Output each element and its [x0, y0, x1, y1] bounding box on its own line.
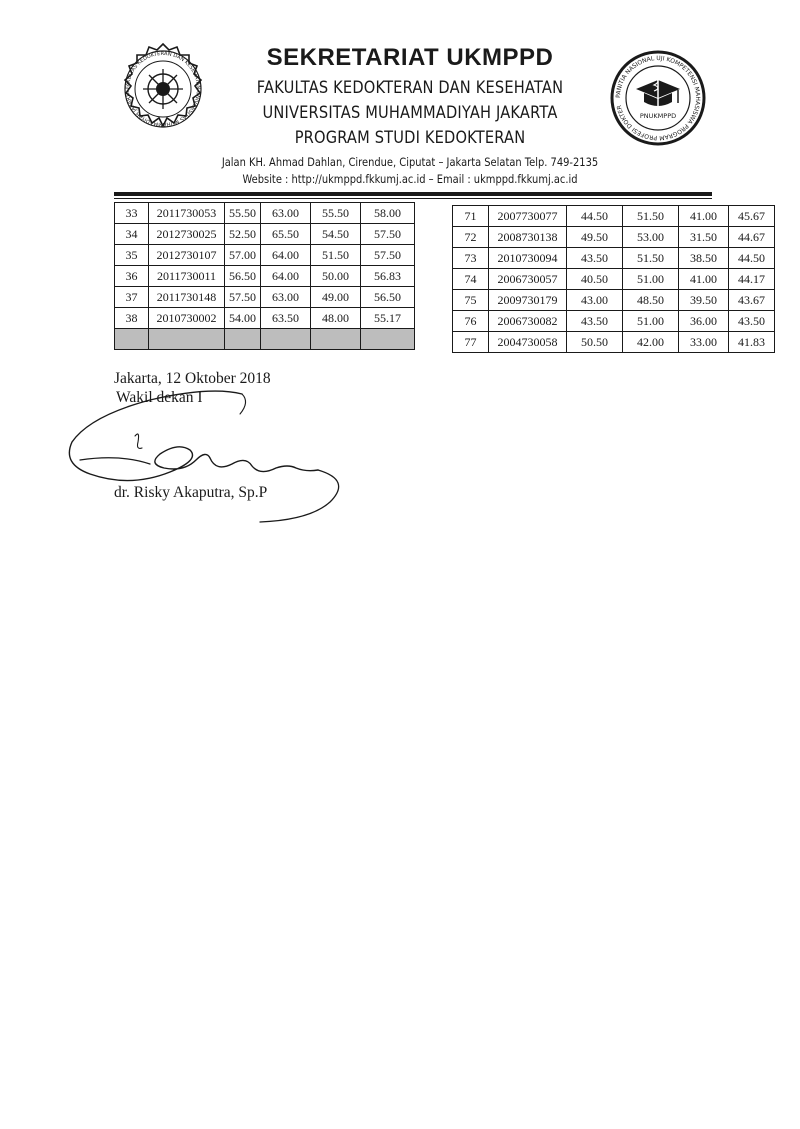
- average-cell: 43.50: [729, 311, 775, 332]
- score-table-right: [452, 205, 775, 353]
- score-cell: 52.50: [225, 224, 261, 245]
- score-cell: 64.00: [261, 245, 311, 266]
- row-number: 77: [453, 332, 489, 353]
- table-row: [453, 206, 775, 227]
- letterhead-title: SEKRETARIAT UKMPPD: [266, 44, 554, 71]
- table-row: [115, 245, 415, 266]
- average-cell: 57.50: [361, 245, 415, 266]
- score-cell: 43.50: [567, 311, 623, 332]
- row-number: 36: [115, 266, 149, 287]
- pnukmppd-emblem-icon: [610, 50, 706, 146]
- average-cell: 41.83: [729, 332, 775, 353]
- score-cell: 42.00: [623, 332, 679, 353]
- average-cell: 58.00: [361, 203, 415, 224]
- signatory-name: dr. Risky Akaputra, Sp.P: [114, 484, 268, 501]
- empty-cell: [225, 329, 261, 350]
- average-cell: 56.83: [361, 266, 415, 287]
- letterhead-address: Jalan KH. Ahmad Dahlan, Cirendue, Ciputat – Jakarta Selatan Telp. 749-2135: [221, 155, 599, 169]
- table-row: [115, 203, 415, 224]
- score-cell: 43.00: [567, 290, 623, 311]
- score-cell: 57.00: [225, 245, 261, 266]
- student-id: 2009730179: [489, 290, 567, 311]
- score-cell: 49.00: [311, 287, 361, 308]
- empty-cell: [149, 329, 225, 350]
- average-cell: 44.50: [729, 248, 775, 269]
- signature-place-date: Jakarta, 12 Oktober 2018: [114, 370, 271, 387]
- score-cell: 64.00: [261, 266, 311, 287]
- letterhead-website: Website : http://ukmppd.fkkumj.ac.id – Email : ukmppd.fkkumj.ac.id: [242, 172, 578, 186]
- table-row: [453, 311, 775, 332]
- letterhead-university: UNIVERSITAS MUHAMMADIYAH JAKARTA: [262, 103, 558, 123]
- score-cell: 63.00: [261, 287, 311, 308]
- score-cell: 39.50: [679, 290, 729, 311]
- score-cell: 50.00: [311, 266, 361, 287]
- score-cell: 48.00: [311, 308, 361, 329]
- score-cell: 57.50: [225, 287, 261, 308]
- row-number: 75: [453, 290, 489, 311]
- score-cell: 41.00: [679, 206, 729, 227]
- average-cell: 45.67: [729, 206, 775, 227]
- table-row: [453, 227, 775, 248]
- average-cell: 56.50: [361, 287, 415, 308]
- row-number: 76: [453, 311, 489, 332]
- empty-cell: [311, 329, 361, 350]
- row-number: 37: [115, 287, 149, 308]
- table-row-empty: [115, 329, 415, 350]
- student-id: 2011730148: [149, 287, 225, 308]
- score-cell: 56.50: [225, 266, 261, 287]
- average-cell: 44.17: [729, 269, 775, 290]
- row-number: 38: [115, 308, 149, 329]
- letterhead-rule-thick: [114, 192, 712, 196]
- student-id: 2007730077: [489, 206, 567, 227]
- score-cell: 36.00: [679, 311, 729, 332]
- average-cell: 55.17: [361, 308, 415, 329]
- average-cell: 43.67: [729, 290, 775, 311]
- svg-text:PANITIA NASIONAL UJI KOMPETENS: PANITIA NASIONAL UJI KOMPETENSI MAHASISWA PROGRAM PROFESI DOKTER: [614, 54, 702, 142]
- score-cell: 48.50: [623, 290, 679, 311]
- table-row: [453, 290, 775, 311]
- letterhead-faculty: FAKULTAS KEDOKTERAN DAN KESEHATAN: [256, 78, 564, 98]
- empty-cell: [115, 329, 149, 350]
- table-row: [453, 269, 775, 290]
- student-id: 2012730025: [149, 224, 225, 245]
- score-cell: 65.50: [261, 224, 311, 245]
- score-cell: 50.50: [567, 332, 623, 353]
- score-cell: 44.50: [567, 206, 623, 227]
- row-number: 73: [453, 248, 489, 269]
- score-cell: 54.50: [311, 224, 361, 245]
- student-id: 2010730094: [489, 248, 567, 269]
- score-cell: 63.50: [261, 308, 311, 329]
- score-cell: 54.00: [225, 308, 261, 329]
- signature-role: Wakil dekan I: [116, 389, 203, 406]
- score-cell: 41.00: [679, 269, 729, 290]
- score-cell: 38.50: [679, 248, 729, 269]
- score-table-left: [114, 202, 415, 350]
- score-cell: 55.50: [225, 203, 261, 224]
- empty-cell: [261, 329, 311, 350]
- table-row: [453, 248, 775, 269]
- student-id: 2012730107: [149, 245, 225, 266]
- empty-cell: [361, 329, 415, 350]
- student-id: 2006730082: [489, 311, 567, 332]
- average-cell: 44.67: [729, 227, 775, 248]
- average-cell: 57.50: [361, 224, 415, 245]
- row-number: 72: [453, 227, 489, 248]
- table-row: [115, 266, 415, 287]
- row-number: 35: [115, 245, 149, 266]
- score-cell: 31.50: [679, 227, 729, 248]
- row-number: 34: [115, 224, 149, 245]
- score-cell: 51.00: [623, 311, 679, 332]
- table-row: [115, 224, 415, 245]
- score-cell: 40.50: [567, 269, 623, 290]
- score-cell: 51.50: [623, 248, 679, 269]
- row-number: 74: [453, 269, 489, 290]
- table-row: [115, 287, 415, 308]
- student-id: 2010730002: [149, 308, 225, 329]
- score-cell: 43.50: [567, 248, 623, 269]
- score-cell: 33.00: [679, 332, 729, 353]
- letterhead-rule-thin: [114, 198, 712, 199]
- row-number: 71: [453, 206, 489, 227]
- handwritten-signature-icon: [60, 380, 350, 530]
- table-row: [453, 332, 775, 353]
- score-cell: 51.50: [623, 206, 679, 227]
- university-seal-icon: [116, 42, 210, 136]
- student-id: 2004730058: [489, 332, 567, 353]
- score-cell: 55.50: [311, 203, 361, 224]
- score-cell: 51.50: [311, 245, 361, 266]
- score-cell: 53.00: [623, 227, 679, 248]
- student-id: 2008730138: [489, 227, 567, 248]
- svg-text:FAKULTAS KEDOKTERAN DAN KESEHA: FAKULTAS KEDOKTERAN DAN KESEHATAN UNIVERSITAS MUHAMMADIYAH JAKARTA: [124, 50, 202, 128]
- student-id: 2011730011: [149, 266, 225, 287]
- score-cell: 63.00: [261, 203, 311, 224]
- student-id: 2006730057: [489, 269, 567, 290]
- row-number: 33: [115, 203, 149, 224]
- table-row: [115, 308, 415, 329]
- score-cell: 51.00: [623, 269, 679, 290]
- score-cell: 49.50: [567, 227, 623, 248]
- letterhead-program: PROGRAM STUDI KEDOKTERAN: [294, 128, 526, 148]
- student-id: 2011730053: [149, 203, 225, 224]
- svg-text:PNUKMPPD: PNUKMPPD: [639, 112, 677, 120]
